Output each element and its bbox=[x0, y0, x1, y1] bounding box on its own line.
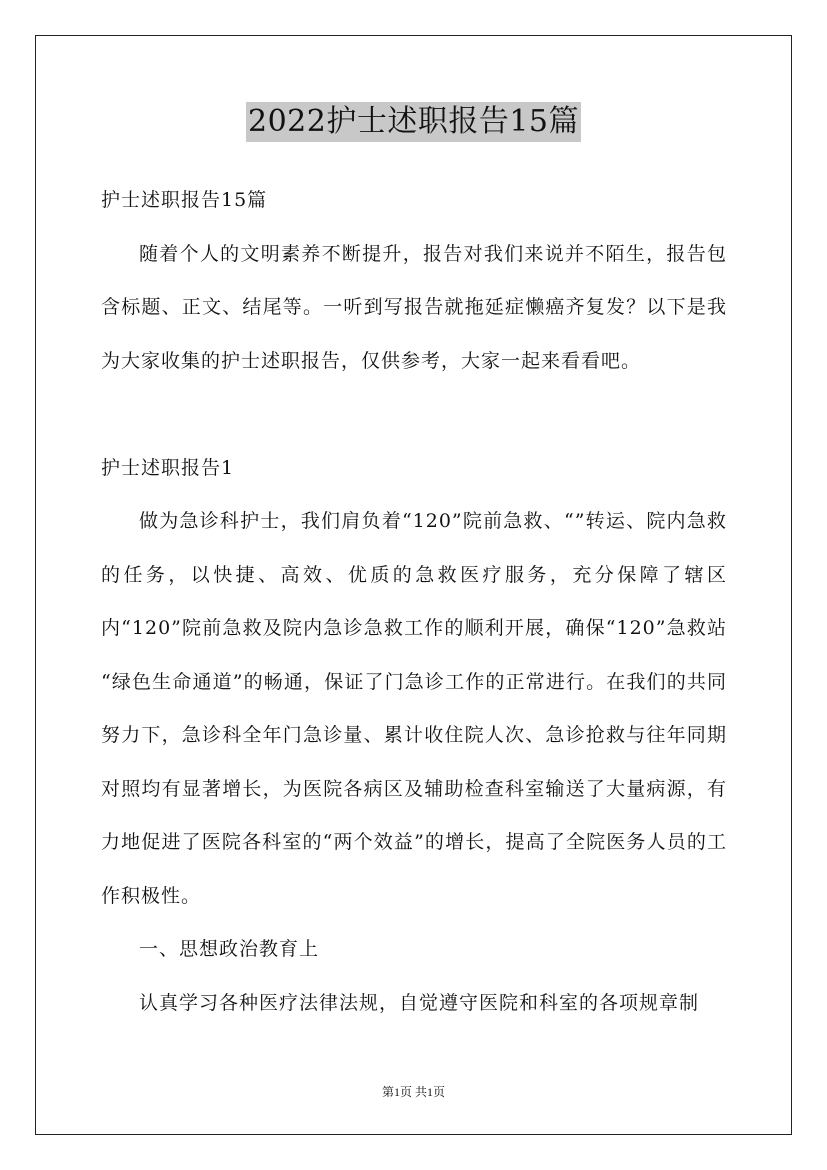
page-number: 第1页 共1页 bbox=[381, 1085, 445, 1099]
subsection-heading: 一、思想政治教育上 bbox=[139, 938, 320, 960]
title-container bbox=[0, 102, 827, 142]
intro-paragraph: 随着个人的文明素养不断提升，报告对我们来说并不陌生，报告包含标题、正文、结尾等。一听到写报告就拖延症懒癌齐复发？以下是我为大家收集的护士述职报告，仅供参考，大家一起来看看吧。 bbox=[101, 242, 727, 372]
body-paragraph: 做为急诊科护士，我们肩负着“120”院前急救、“”转运、院内急救的任务，以快捷、高效、优质的急救医疗服务，充分保障了辖区内“120”院前急救及院内急诊急救工作的顺利开展，确保“120”急救站 “绿色生命通道”的畅通，保证了门急诊工作的正常进行。在我们的共同努力下，急诊科全年门急诊量、累计收住院人次、急诊抢救与往年同期对照均有显著增长，为医院各病区及辅助检查科室输送了大量病源，有力地促进了医院各科室的“两个效益”的增长，提高了全院医务人员的工作积极性。 bbox=[101, 510, 727, 907]
subtitle-paragraph: 护士述职报告15篇 bbox=[101, 189, 268, 211]
blank-line bbox=[101, 388, 727, 442]
document-title: 2022护士述职报告15篇 bbox=[246, 102, 581, 142]
body-paragraph: 认真学习各种医疗法律法规，自觉遵守医院和科室的各项规章制 bbox=[139, 991, 700, 1014]
document-body bbox=[101, 174, 727, 1030]
page-footer bbox=[0, 1083, 827, 1101]
section-heading: 护士述职报告1 bbox=[101, 456, 235, 479]
